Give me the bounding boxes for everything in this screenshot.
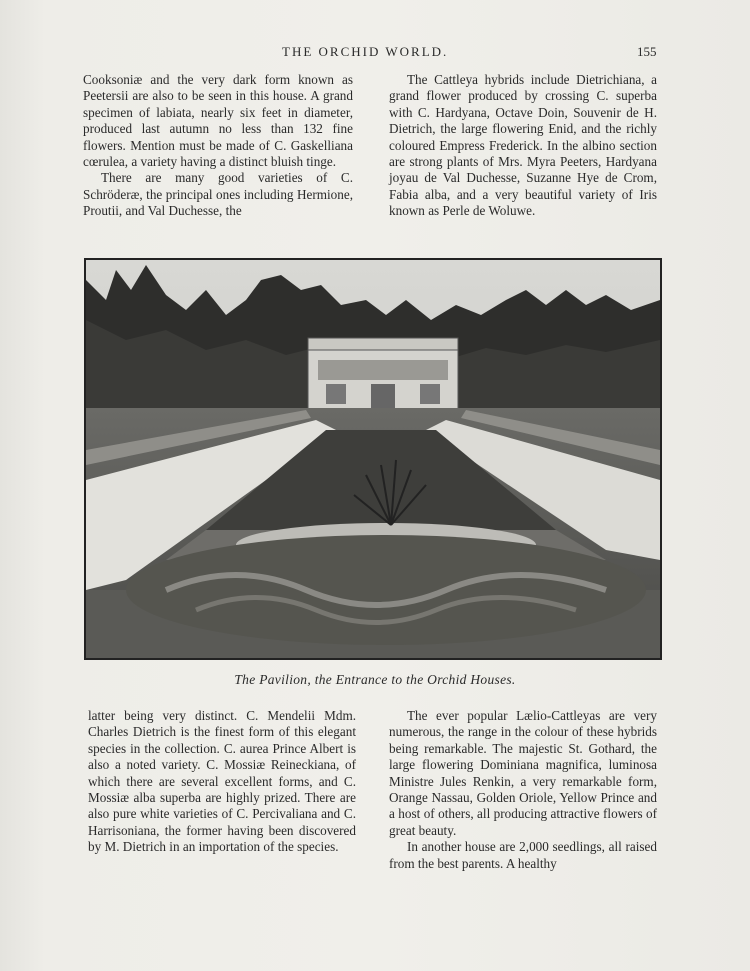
photo-illustration (86, 260, 660, 658)
paragraph: The Cattleya hybrids include Dietrichiana, a grand flower produced by crossing C. superba with C. Hardyana, Octave Doin, Souvenir de H. Dietrich, the large flowering Enid, and the richly coloured Empress Frederick. In the albino section are strong plants of Mrs. Myra Peeters, Hardyana joyau de Val Duchesse, Suzanne Hye de Crom, Fabia alba, and a very beautiful variety of Iris known as Perle de Woluwe. (389, 72, 657, 219)
page-number: 155 (637, 44, 657, 59)
column-bottom-left (88, 708, 356, 856)
paragraph: Cooksoniæ and the very dark form known as Peetersii are also to be seen in this house. A grand specimen of labiata, nearly six feet in diameter, produced last autumn no less than 132 fine flowers. Mention must be made of C. Gaskelliana cœrulea, a variety having a distinct bluish tinge. (83, 72, 353, 170)
running-header (0, 44, 750, 64)
garden-photograph (84, 258, 662, 660)
paragraph: In another house are 2,000 seedlings, all raised from the best parents. A healthy (389, 839, 657, 871)
paragraph: There are many good varieties of C. Schröderæ, the principal ones including Hermione, Proutii, and Val Duchesse, the (83, 170, 353, 219)
photo-caption: The Pavilion, the Entrance to the Orchid Houses. (234, 672, 516, 687)
paragraph: The ever popular Lælio-Cattleyas are very numerous, the range in the colour of these hybrids being remarkable. The majestic St. Gothard, the large flowering Dominiana magnifica, luminosa Ministre Jules Renkin, a very remarkable form, Orange Nassau, Golden Oriole, Yellow Prince and a host of others, all producing attractive flowers of great beauty. (389, 708, 657, 838)
running-title: THE ORCHID WORLD. (282, 44, 449, 59)
column-top-right (389, 72, 657, 220)
paragraph: latter being very distinct. C. Mendelii Mdm. Charles Dietrich is the finest form of this elegant species in the collection. C. aurea Prince Albert is also a noted variety. C. Mossiæ Reineckiana, of which there are several excellent forms, and C. Mossiæ alba superba are highly prized. There are also pure white varieties of C. Percivaliana and C. Harrisoniana, the former having been discovered by M. Dietrich in an importation of the species. (88, 708, 356, 855)
column-bottom-right (389, 708, 657, 872)
column-top-left (83, 72, 353, 220)
